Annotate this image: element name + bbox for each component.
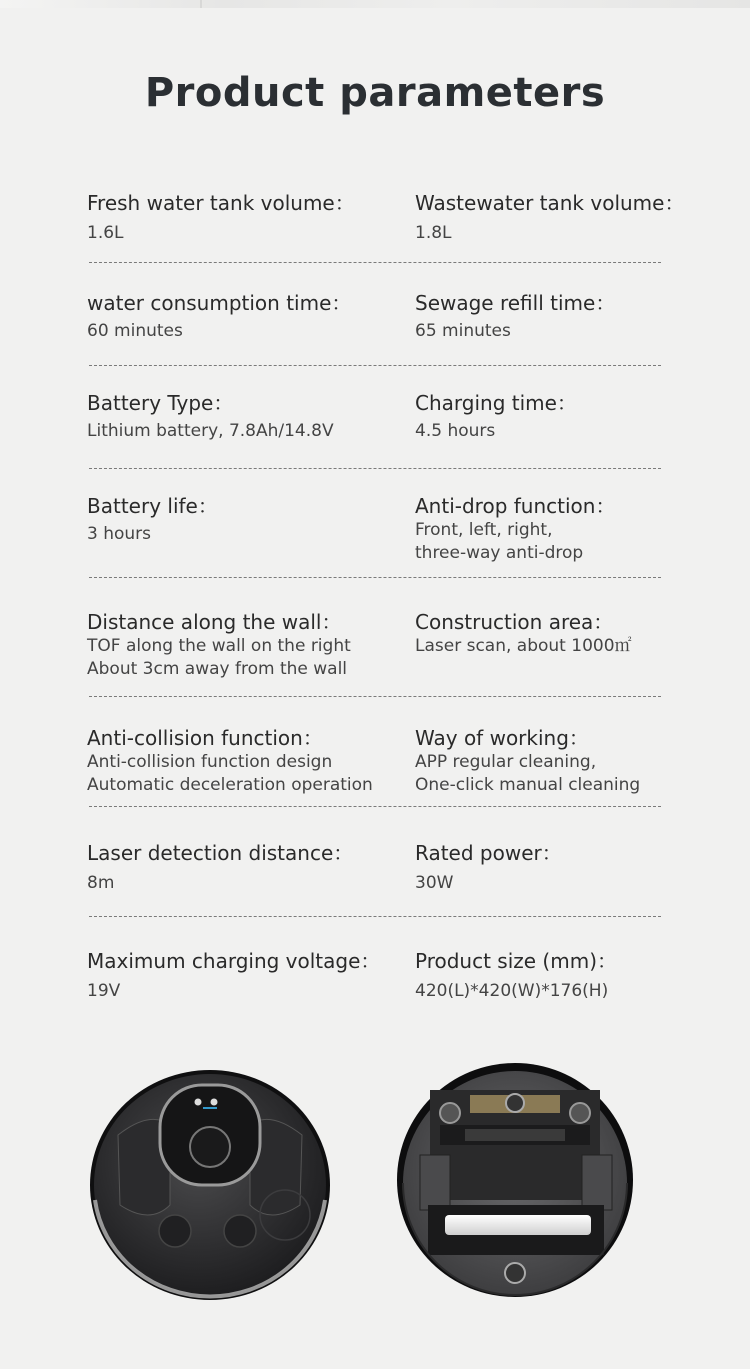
param-label: Product size (mm)： [415,949,618,973]
param-label: Way of working： [415,726,589,750]
robot-vacuum-illustrations [0,1055,750,1315]
param-label: Distance along the wall： [87,610,342,634]
robot-top-view [90,1070,330,1300]
param-label: Anti-collision function： [87,726,323,750]
product-images [0,1055,750,1315]
param-value: About 3cm away from the wall [87,659,348,679]
param-cell [415,290,735,343]
param-cell [87,840,407,895]
param-value: 4.5 hours [415,421,496,441]
dashed-separator [89,468,661,469]
param-cell [415,493,735,565]
param-value: Laser scan, about 1000㎡ [415,636,632,656]
param-label: Sewage refill time： [415,291,616,315]
param-value: Front, left, right, [415,520,553,540]
param-label: Anti-drop function： [415,494,616,518]
param-label: Charging time： [415,391,577,415]
param-cell [87,190,407,245]
param-cell [415,190,735,245]
param-value: 420(L)*420(W)*176(H) [415,981,609,1001]
param-value: 60 minutes [87,321,183,341]
param-value: Lithium battery, 7.8Ah/14.8V [87,421,334,441]
param-value: 65 minutes [415,321,511,341]
dashed-separator [89,696,661,697]
param-value: 1.8L [415,223,452,243]
param-cell [87,725,407,797]
param-label: Maximum charging voltage： [87,949,381,973]
top-image-strip [0,0,750,8]
strip-divider [200,0,202,8]
param-cell [415,725,735,797]
param-value: APP regular cleaning, [415,752,597,772]
param-cell [415,609,735,658]
dashed-separator [89,365,661,366]
dashed-separator [89,916,661,917]
param-label: water consumption time： [87,291,352,315]
param-label: Battery Type： [87,391,234,415]
dashed-separator [89,577,661,578]
param-cell [87,948,407,1003]
param-label: Fresh water tank volume： [87,191,355,215]
param-cell [415,948,735,1003]
param-value: TOF along the wall on the right [87,636,351,656]
param-label: Construction area： [415,610,614,634]
param-label: Laser detection distance： [87,841,354,865]
param-cell [87,493,407,546]
param-cell [415,840,735,895]
robot-bottom-view [397,1063,633,1297]
param-value: 3 hours [87,524,152,544]
param-value: One-click manual cleaning [415,775,641,795]
param-value: 19V [87,981,121,1001]
param-value: 1.6L [87,223,124,243]
dashed-separator [89,806,661,807]
dashed-separator [89,262,661,263]
param-cell [87,290,407,343]
param-cell [87,609,407,681]
param-cell [87,390,407,443]
page-title: Product parameters [144,70,606,116]
param-label: Battery life： [87,494,218,518]
param-value: three-way anti-drop [415,543,584,563]
param-value: Anti-collision function design [87,752,333,772]
param-value: 30W [415,873,454,893]
param-label: Rated power： [415,841,562,865]
param-value: Automatic deceleration operation [87,775,373,795]
param-label: Wastewater tank volume： [415,191,685,215]
param-value: 8m [87,873,115,893]
param-cell [415,390,735,443]
